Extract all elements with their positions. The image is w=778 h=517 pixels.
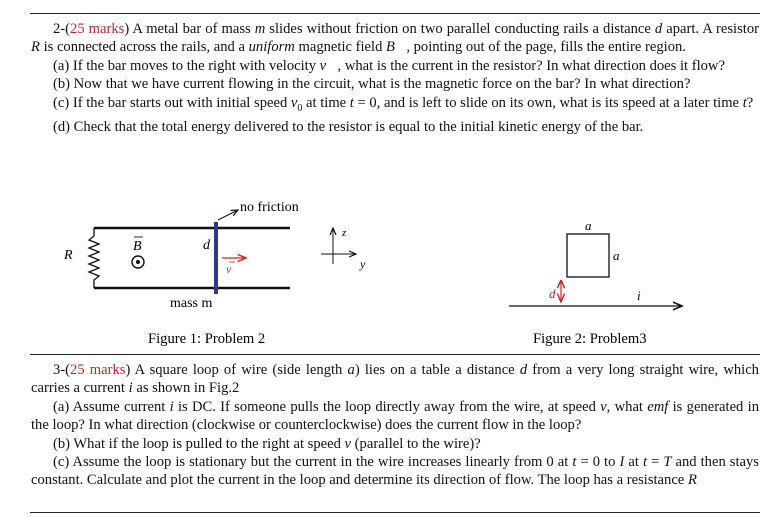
text: , pointing out of the page, fills the entire region. <box>406 39 686 56</box>
symbol: d <box>654 21 663 37</box>
text: is DC. If someone pulls the loop directly away from the wire, at speed <box>173 398 601 415</box>
label-a-top: a <box>585 218 592 233</box>
problem-3-part-a <box>31 398 759 435</box>
top-rule <box>30 13 760 14</box>
problem-number: 3-( <box>53 362 71 378</box>
symbol: R <box>31 39 40 56</box>
text: (b) Now that we have current flowing in the circuit, what is the magnetic force on the bar? In what direction? <box>53 76 691 93</box>
square-loop <box>567 234 609 277</box>
text: is generated in the loop? In what direction (clockwise or counterclockwise) does the current flow in the loop? <box>31 398 759 434</box>
symbol: t <box>742 94 747 111</box>
symbol: B⃗ <box>386 39 407 56</box>
axes-indicator <box>321 227 366 271</box>
problem-2-intro <box>31 20 759 57</box>
text: (a) Assume current <box>53 398 170 415</box>
figures-area <box>0 195 778 353</box>
text: (b) What if the loop is pulled to the right at speed <box>53 435 345 452</box>
text: , what <box>606 398 648 415</box>
text: is connected across the rails, and a <box>39 39 249 56</box>
bottom-rule <box>30 512 760 513</box>
middle-rule <box>30 354 760 355</box>
text: (c) Assume the loop is stationary but the current in the wire increases linearly from 0 at <box>53 454 573 471</box>
symbol: T <box>663 454 672 471</box>
subscript: 0 <box>297 102 303 114</box>
text: as shown in Fig.2 <box>132 380 240 397</box>
problem-number: 2-( <box>53 21 71 37</box>
emphasis: emf <box>647 398 669 415</box>
symbol: i <box>169 398 174 415</box>
symbol: a <box>347 362 355 378</box>
text: from a very long straight wire, which carries a current <box>31 362 759 397</box>
problem-3 <box>31 361 759 490</box>
no-friction-arrow <box>218 210 238 220</box>
text: = <box>647 454 664 471</box>
text: (parallel to the wire)? <box>351 435 481 452</box>
symbol: i <box>128 380 133 397</box>
text: = 0 to <box>576 454 620 471</box>
label-a-side: a <box>613 248 620 263</box>
problem-3-part-c <box>31 453 759 490</box>
label-d: d <box>549 286 556 301</box>
label-no-friction: no friction <box>240 200 299 215</box>
problem-2-part-b <box>31 75 759 93</box>
emphasis: uniform <box>248 39 295 56</box>
figure-1-caption: Figure 1: Problem 2 <box>148 331 266 347</box>
text: magnetic field <box>294 39 387 56</box>
symbol: v⃗ <box>319 57 338 74</box>
text: = 0, and is left to slide on its own, what is its speed at a later time <box>353 94 743 111</box>
marks-suffix: ) <box>125 362 131 378</box>
marks-suffix: ) <box>124 21 130 37</box>
figure-1 <box>63 200 299 347</box>
text: slides without friction on two parallel conducting rails a distance <box>265 21 655 37</box>
problem-3-part-b <box>31 435 759 453</box>
text: A square loop of wire (side length <box>130 362 348 378</box>
symbol: v <box>600 398 607 415</box>
text: (d) Check that the total energy delivered to the resistor is equal to the initial kinetic energy of the bar. <box>53 118 644 135</box>
figure-2-caption: Figure 2: Problem3 <box>533 331 647 347</box>
marks-label: 25 marks <box>70 362 126 378</box>
text: (c) If the bar starts out with initial speed <box>53 94 291 111</box>
problem-3-intro <box>31 361 759 398</box>
label-z: z <box>342 227 347 239</box>
symbol: d <box>519 362 528 378</box>
resistor-symbol <box>89 228 99 288</box>
text: , what is the current in the resistor? In what direction does it flow? <box>337 57 725 74</box>
label-mass: mass m <box>170 296 213 311</box>
problem-2-part-d <box>31 118 759 136</box>
text: (a) If the bar moves to the right with velocity <box>53 57 320 74</box>
label-d: d <box>203 238 210 253</box>
label-i: i <box>637 288 641 303</box>
text: A metal bar of mass <box>129 21 255 37</box>
problem-2-part-a <box>31 57 759 75</box>
problem-2-part-c <box>31 94 759 118</box>
text: ) lies on a table a distance <box>354 362 520 378</box>
symbol: t <box>349 94 354 111</box>
symbol: t <box>572 454 577 471</box>
symbol: R <box>687 472 697 489</box>
symbol: v <box>290 94 298 111</box>
text: at <box>624 454 643 471</box>
symbol: v <box>344 435 352 452</box>
label-v: v <box>226 262 232 276</box>
text: apart. A resistor <box>662 21 759 37</box>
text: ? <box>746 94 754 111</box>
field-dot <box>136 260 140 264</box>
label-y: y <box>360 257 366 271</box>
text: and then stays constant. Calculate and plot the current in the loop and determine its direction of flow. The loop has a resistance <box>31 454 759 489</box>
problem-2 <box>31 20 759 136</box>
figure-2 <box>509 218 682 347</box>
symbol: I <box>619 454 625 471</box>
marks-label: 25 marks <box>70 21 125 37</box>
label-R: R <box>64 248 73 263</box>
text: at time <box>302 94 350 111</box>
label-B: B <box>133 239 142 254</box>
symbol: m <box>254 21 266 37</box>
symbol: t <box>642 454 648 471</box>
